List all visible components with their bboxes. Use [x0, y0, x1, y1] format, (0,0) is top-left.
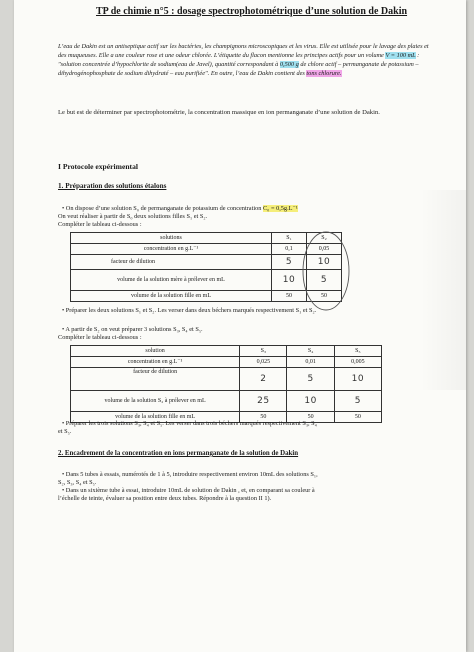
table-header: S₅ [334, 346, 381, 357]
table-cell-label: facteur de dilution [71, 255, 272, 270]
pencil-circle-mark [299, 228, 353, 314]
table-cell: 0,1 [272, 244, 307, 255]
table-cell-label: volume de la solution mère à prélever en mL [71, 270, 272, 291]
table-row [71, 368, 382, 391]
table-header: S₃ [240, 346, 287, 357]
table-cell: 0,01 [287, 357, 334, 368]
table-dilution-s3-s5 [70, 345, 382, 423]
prep-s3-s5: • Préparer les trois solutions S₃, S₄ et S₅. Les verser dans trois béchers marqués respectivement S₃, S₄ [62, 420, 317, 427]
table-cell-label: concentration en g.L⁻¹ [71, 357, 240, 368]
table-cell-handwritten: 5 [272, 255, 307, 270]
prep-s1-s2: • Préparer les deux solutions S₁ et S₂. Les verser dans deux béchers marqués respectivement S₁ et S₂. [62, 307, 317, 314]
bullet-s0-text: • On dispose d’une solution S₀ de permanganate de potassium de concentration [62, 205, 263, 212]
table-cell-label: concentration en g.L⁻¹ [71, 244, 272, 255]
bullet-s0-line3: Compléter le tableau ci-dessous : [58, 221, 142, 228]
final-bullet-line: l’échelle de teinte, évaluer sa position entre deux tubes. Répondre à la question II 1). [58, 495, 272, 502]
table-cell: 50 [307, 291, 342, 302]
subsection-heading-encadrement: 2. Encadrement de la concentration en ions permanganate de la solution de Dakin [58, 450, 299, 457]
table-cell: 0,05 [307, 244, 342, 255]
table-row [71, 346, 382, 357]
show-through-shadow [420, 190, 466, 390]
table-cell-label: facteur de dilution [71, 368, 240, 391]
page-title: TP de chimie n°5 : dosage spectrophotométrique d’une solution de Dakin [96, 6, 408, 17]
bullet-s2-line2: Compléter le tableau ci-dessous : [58, 334, 142, 341]
bullet-s0-concentration: C₀ = 0,5g.L⁻¹ [262, 205, 298, 212]
table-cell-label: volume de la solution fille en mL [71, 291, 272, 302]
table-cell-handwritten: 25 [240, 391, 287, 412]
intro-text-3: de chlore actif – permanganate de potassium – dihydrogénophosphate de sodium dihydraté – eau purifiée". En outre, l’eau de Dakin contient des [58, 61, 419, 78]
table-header: S₁ [272, 233, 307, 244]
document-page [14, 0, 466, 652]
subsection-heading-preparation: 1. Préparation des solutions étalons [58, 182, 167, 190]
table-cell-handwritten: 10 [272, 270, 307, 291]
table-header: solutions [71, 233, 272, 244]
intro-ions: tons chlorure. [306, 70, 342, 78]
table-cell-label: volume de la solution fille en mL [71, 412, 240, 423]
intro-mass: 0,500 g [279, 61, 299, 69]
intro-text-1: L’eau de Dakin est un antiseptique actif sur les bactéries, les champignons microscopiques et les virus. Elle est utilisée pour le lavage des plaies et des muqueuses. Elle a une couleur rose et une odeur chlorée. L’étiquette du flacon mentionne les principes actifs pour un volume [58, 43, 429, 60]
bullet-s0-line2: On veut réaliser à partir de S₀ deux solutions filles S₁ et S₂. [58, 213, 208, 220]
table-cell: 0,025 [240, 357, 287, 368]
table-cell-label: volume de la solution S₂ à prélever en mL [71, 391, 240, 412]
table-cell: 0,005 [334, 357, 381, 368]
bullet-s2: • A partir de S₂ on veut préparer 3 solutions S₃, S₄ et S₅. [62, 326, 203, 333]
table-header: S₄ [287, 346, 334, 357]
table-cell-handwritten: 5 [334, 391, 381, 412]
prep-s3-s5-line2: et S₅. [58, 428, 72, 435]
table-cell-handwritten: 5 [307, 270, 342, 291]
final-bullet-line: S₂, S₃, S₄ et S₅. [58, 479, 97, 486]
intro-volume: V = 100 mL [385, 52, 416, 60]
final-bullet-line: • Dans 5 tubes à essais, numérotés de 1 à 5, introduire respectivement environ 10mL des solutions S₁, [62, 471, 318, 478]
table-cell: 50 [272, 291, 307, 302]
table-cell: 50 [287, 412, 334, 423]
table-cell-handwritten: 5 [287, 368, 334, 391]
table-cell-handwritten: 10 [334, 368, 381, 391]
section-heading-protocol: I Protocole expérimental [58, 162, 138, 171]
final-bullet-line: • Dans un sixième tube à essai, introduire 10mL de solution de Dakin , et, en comparant sa couleur à [62, 487, 315, 494]
goal-paragraph: Le but est de déterminer par spectrophotométrie, la concentration massique en ion permanganate d’une solution de Dakin. [58, 109, 380, 116]
table-cell-handwritten: 10 [307, 255, 342, 270]
table-header: solution [71, 346, 240, 357]
table-cell-handwritten: 2 [240, 368, 287, 391]
table-cell: 50 [334, 412, 381, 423]
table-row [71, 357, 382, 368]
table-cell-handwritten: 10 [287, 391, 334, 412]
table-row [71, 391, 382, 412]
intro-paragraph [58, 42, 436, 78]
intro-text-2: : "solution concentrée d’hypochlorite de sodium(eau de Javel), quantité correspondant à [58, 52, 420, 69]
table-cell: 50 [240, 412, 287, 423]
bullet-s0 [62, 205, 298, 213]
table-header: S₂ [307, 233, 342, 244]
